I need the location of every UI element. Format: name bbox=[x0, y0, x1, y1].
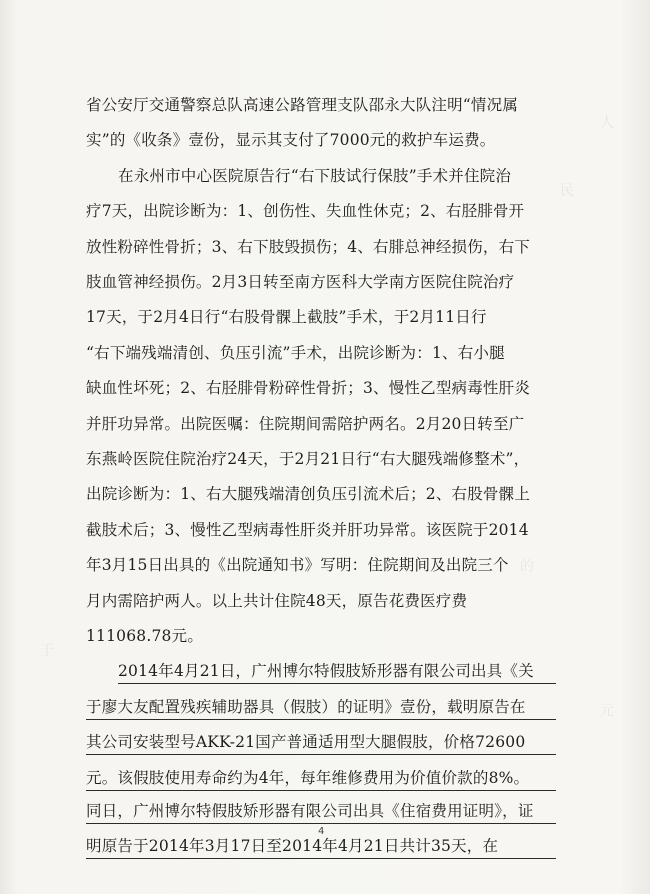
text-line: 17天，于2月4日行“右股骨髁上截肢”手术，于2月11日行 bbox=[86, 308, 487, 327]
page-number: 4 bbox=[318, 826, 325, 837]
text-line: 缺血性坏死；2、右胫腓骨粉碎性骨折；3、慢性乙型病毒性肝炎 bbox=[86, 379, 531, 398]
underlined-line: 2014年4月21日，广州博尔特假肢矫形器有限公司出具《关 bbox=[118, 661, 556, 684]
text-line: 肢血管神经损伤。2月3日转至南方医科大学南方医院住院治疗 bbox=[86, 273, 515, 291]
underlined-line: 同日，广州博尔特假肢矫形器有限公司出具《住宿费用证明》，证 bbox=[86, 801, 556, 824]
text-line: 月内需陪护两人。以上共计住院48天，原告花费医疗费 bbox=[86, 591, 468, 610]
text-line: 省公安厅交通警察总队高速公路管理支队邵永大队注明“情况属 bbox=[86, 96, 519, 114]
text-line: 疗7天，出院诊断为：1、创伤性、失血性休克；2、右胫腓骨开 bbox=[86, 202, 525, 221]
text-line: 截肢术后；3、慢性乙型病毒性肝炎并肝功异常。该医院于2014 bbox=[86, 520, 529, 539]
text-line: 在永州市中心医院原告行“右下肢试行保肢”手术并住院治 bbox=[118, 166, 512, 185]
text-line: “右下端残端清创、负压引流”手术，出院诊断为：1、右小腿 bbox=[86, 343, 505, 362]
text-line: 实”的《收条》壹份，显示其支付了7000元的救护车运费。 bbox=[86, 131, 496, 150]
text-line: 并肝功异常。出院医嘱：住院期间需陪护两名。2月20日转至广 bbox=[86, 414, 525, 433]
bleed-through: 人 民 的 于 元 bbox=[40, 115, 614, 719]
underlined-line: 于廖大友配置残疾辅助器具（假肢）的证明》壹份，载明原告在 bbox=[86, 697, 556, 720]
text-line: 东燕岭医院住院治疗24天，于2月21日行“右大腿残端修整术”， bbox=[86, 450, 530, 468]
text-line: 放性粉碎性骨折；3、右下肢毁损伤；4、右腓总神经损伤，右下 bbox=[86, 237, 531, 256]
underlined-line: 明原告于2014年3月17日至2014年4月21日共计35天，在 bbox=[86, 836, 556, 859]
underlined-line: 元。该假肢使用寿命约为4年，每年维修费用为价值价款的8%。 bbox=[86, 768, 556, 791]
underlined-line: 其公司安装型号AKK-21国产普通适用型大腿假肢，价格72600 bbox=[86, 732, 556, 755]
text-line: 111068.78元。 bbox=[86, 627, 204, 645]
text-line: 出院诊断为：1、右大腿残端清创负压引流术后；2、右股骨髁上 bbox=[86, 485, 531, 504]
text-line: 年3月15日出具的《出院通知书》写明：住院期间及出院三个 bbox=[86, 556, 509, 575]
